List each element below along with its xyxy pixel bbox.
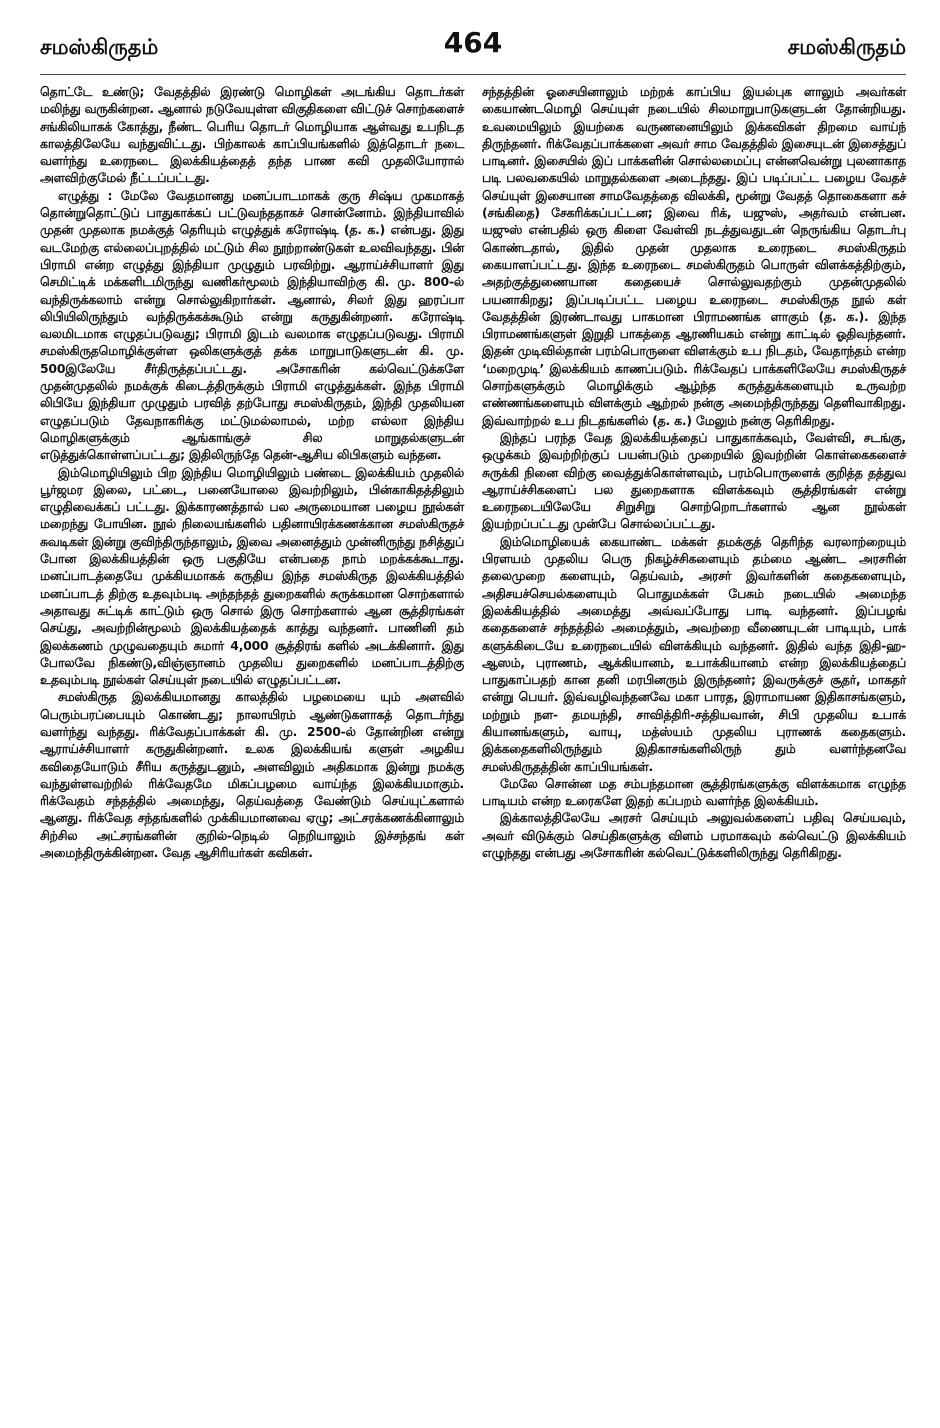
page-number: 464 xyxy=(443,26,503,59)
paragraph: எழுத்து : மேலே வேதமானது மனப்பாடமாகக் குரு சிஷ்ய முகமாகத் தொன்றுதொட்டுப் பாதுகாக்கப் பட்டுவந்ததாகச் சொன்னோம். இந்தியாவில் முதன் முதலாக நமக்குத் தெரியும் எழுத்துக் கரோஷ்டி (த. க.) என்பது. இது வடமேற்கு எல்லைப்புறத்தில் மட்டும் சில நூற்றாண்டுகள் உலவிவந்தது. பின் பிராமி என்ற எழுத்து இந்தியா முழுதும் பரவிற்று. ஆராய்ச்சியாளர் இது செமிட்டிக் மக்களிடமிருந்து வணிகர்மூலம் இந்தியாவிற்கு கி. மு. 800-ல் வந்திருக்கலாம் என்று சொல்லுகிறார்கள். ஆனால், சிலர் இது ஹரப்பா லிபியிலிருந்தும் வந்திருக்கக்கூடும் என்று கருதுகின்றனர். கரோஷ்டி வலமிடமாக எழுதப்படுவது; பிராமி இடம் வலமாக எழுதப்படுவது. பிராமி சமஸ்கிருதமொழிக்குள்ள ஒலிகளுக்குத் தக்க மாறுபாடுகளுடன் கி. மு. 500இலேயே சீர்திருத்தப்பட்டது. அசோகரின் கல்வெட்டுக்களே முதன்முதலில் நமக்குக் கிடைத்திருக்கும் பிராமி எழுத்துக்கள். இந்த பிராமி லிபியே இந்தியா முழுதும் பரவித் தற்போது சமஸ்கிருதம், இந்தி முதலியன எழுதப்படும் தேவநாகரிக்கு மட்டுமல்லாமல், மற்ற எல்லா இந்திய மொழிகளுக்கும் ஆங்காங்குச் சில மாறுதல்களுடன் எடுத்துக்கொள்ளப்பட்டது; இதிலிருந்தே தென்-ஆசிய லிபிகளும் வந்தன. xyxy=(40,187,464,463)
left-column xyxy=(40,83,464,861)
running-head-right: சமஸ்கிருதம் xyxy=(787,35,906,59)
paragraph: இம்மொழியைக் கையாண்ட மக்கள் தமக்குத் தெரிந்த வரலாற்றையும் பிரளயம் முதலிய பெரு நிகழ்ச்சிகளையும் தம்மை ஆண்ட அரசரின் தலைமுறை களையும், தெய்வம், அரசர் இவர்களின் கதைகளையும், அதிசயச்செயல்களையும் பொதுமக்கள் பேசும் நடையில் அமைந்த இலக்கியத்தில் அமைத்து அவ்வப்போது பாடி வந்தனர். இப்பழங் கதைகளைச் சந்தத்தில் அமைத்தும், அவற்றை வீணையுடன் பாடியும், பாக் களுக்கிடையே உரைநடையில் விளக்கியும் வந்தனர். இதில் வந்த இதி-ஹ-ஆஸம், புராணம், ஆக்கியானம், உபாக்கியானம் என்ற இலக்கியத்தைப் பாதுகாப்பதற் கான தனி மரபினரும் இருந்தனர்; இவருக்குச் சூதர், மாகதர் என்று பெயர். இவ்வழிவந்தனவே மகா பாரத, இராமாயண இதிகாசங்களும், மற்றும் நள- தமயந்தி, சாவித்திரி-சத்தியவான், சிபி முதலிய உபாக் கியானங்களும், வாயு, மத்ஸ்யம் முதலிய புராணக் கதைகளும். இக்கதைகளிலிருந்தும் இதிகாசங்களிலிருந் தும் வளர்ந்தனவே சமஸ்கிருதத்தின் காப்பியங்கள். xyxy=(482,533,906,774)
page-header xyxy=(40,26,906,75)
paragraph: மேலே சொன்ன மத சம்பந்தமான சூத்திரங்களுக்கு விளக்கமாக எழுந்த பாடியம் என்ற உரைகளே இதற் கப்பறம் வளர்ந்த இலக்கியம். xyxy=(482,775,906,809)
text-columns xyxy=(40,83,906,861)
paragraph: இந்தப் பரந்த வேத இலக்கியத்தைப் பாதுகாக்கவும், வேள்வி, சடங்கு, ஒழுக்கம் இவற்றிற்குப் பயன்படும் முறையில் இவற்றின் கொள்கைகளைச் சுருக்கி நினை விற்கு வைத்துக்கொள்ளவும், பரம்பொருளைக் குறித்த தத்துவ ஆராய்ச்சிகளைப் பல துறைகளாக விளக்கவும் சூத்திரங்கள் என்று உரைநடையிலேயே சிறுசிறு சொற்றொடர்களால் ஆன நூல்கள் இயற்றப்பட்டது முன்பே சொல்லப்பட்டது. xyxy=(482,429,906,532)
paragraph: தொட்டே உண்டு; வேதத்தில் இரண்டு மொழிகள் அடங்கிய தொடர்கள் மலிந்து வருகின்றன. ஆனால் நடுவேயுள்ள விகுதிகளை விட்டுச் சொற்களைச் சங்கிலியாகக் கோத்து, நீண்ட பெரிய தொடர் மொழியாக ஆள்வது உபநிடத காலத்திலேயே வந்துவிட்டது. பிற்காலக் காப்பியங்களில் இத்தொடர் நடை வளர்ந்து உரைநடை இலக்கியத்தைத் தந்த பாண கவி முதலியோரால் அளவிற்குமேல் நீட்டப்பட்டது. xyxy=(40,84,464,186)
running-head-left: சமஸ்கிருதம் xyxy=(40,35,159,59)
paragraph: இக்காலத்திலேயே அரசர் செய்யும் அலுவல்களைப் பதிவு செய்யவும், அவர் விடுக்கும் செய்திகளுக்கு விளம் பரமாகவும் கல்வெட்டு இலக்கியம் எழுந்தது என்பது அசோகரின் கல்வெட்டுக்களிலிருந்து தெரிகிறது. xyxy=(482,810,906,861)
paragraph: இம்மொழியிலும் பிற இந்திய மொழியிலும் பண்டை இலக்கியம் முதலில் பூர்ஜமர இலை, பட்டை, பனையோலை இவற்றிலும், பின்காகிதத்திலும் எழுதிவைக்கப் பட்டது. இக்காரணத்தால் பல அருமையான பழைய நூல்கள் மறைந்து போயின. நூல் நிலையங்களில் பதினாயிரக்கணக்கான சமஸ்கிருதச் சுவடிகள் இன்று குவிந்திருந்தாலும், இவை அனைத்தும் முன்னிருந்து நசித்துப் போன இலக்கியத்தின் ஒரு பகுதியே என்பதை நாம் மறக்கக்கூடாது. மனப்பாடத்தையே முக்கியமாகக் கருதிய இந்த சமஸ்கிருத இலக்கியத்தில் மனப்பாடத் திற்கு உதவும்படி அந்தந்தத் துறைகளில் சுருக்கமான சொற்களால் அதாவது சுட்டிக் காட்டும் ஒரு சொல் இரு சொற்களால் ஆன சூத்திரங்கள் செய்து, அவற்றின்மூலம் இலக்கியத்தைக் காத்து வந்தனர். பாணினி தம் இலக்கணம் முழுவதையும் சுமார் 4,000 சூத்திரங் களில் அடக்கினார். இது போலவே நிகண்டு,விஞ்ஞானம் முதலிய துறைகளில் மனப்பாடத்திற்கு உதவும்படி நூல்கள் செய்யுள் நடையில் எழுதப்பட்டன. xyxy=(40,464,464,688)
paragraph: சமஸ்கிருத இலக்கியமானது காலத்தில் பழமையை யும் அளவில் பெரும்பரப்பையும் கொண்டது; நாலாயிரம் ஆண்டுகளாகத் தொடர்ந்து வளர்ந்து வந்தது. ரிக்வேதப்பாக்கள் கி. மு. 2500-ல் தோன்றின என்று ஆராய்ச்சியாளர் கருதுகின்றனர். உலக இலக்கியங் களுள் அழகிய கவிதையோடும் சீரிய கருத்துடனும், அளவிலும் அதிகமாக இன்று நமக்கு வந்துள்ளவற்றில் ரிக்வேதமே மிகப்பழமை வாய்ந்த இலக்கியமாகும். ரிக்வேதம் சந்தத்தில் அமைந்து, தெய்வத்தை வேண்டும் செய்யுட்களால் ஆனது. ரிக்வேத சந்தங்களில் முக்கியமானவை ஏழு; அட்சரக்கணக்கினாலும் சிற்சில அட்சரங்களின் குறில்-நெடில் நெறியாலும் இச்சந்தங் கள் அமைந்திருக்கின்றன. வேத ஆசிரியர்கள் கவிகள். xyxy=(40,689,464,861)
right-column xyxy=(482,83,906,861)
paragraph: சந்தத்தின் ஓசையினாலும் மற்றக் காப்பிய இயல்புக ளாலும் அவர்கள் கையாண்டமொழி செய்யுள் நடையில் சிலமாறுபாடுகளுடன் தோன்றியது. உவமையிலும் இயற்கை வருணனையிலும் இக்கவிகள் திறமை வாய்ந் திருந்தனர். ரிக்வேதப்பாக்களை அவர் சாம வேதத்தில் இசையுடன் இசைத்துப் பாடினர். இசையில் இப் பாக்களின் சொல்லமைப்பு என்னவென்று புலனாகாத படி பலவகையில் மாறுதல்களை அடைந்தது. இப் படிப்பட்ட பழைய வேதச் செய்யுள் இசையான சாமவேதத்தை விலக்கி, மூன்று வேதத் தொகைகளா கச் (சங்கிதை) சேகரிக்கப்பட்டன; இவை ரிக், யஜுஸ், அதர்வம் என்பன. யஜுஸ் என்பதில் ஒரு கிளை வேள்வி நடத்துவதுடன் நெருங்கிய தொடர்பு கொண்டதால், இதில் முதன் முதலாக உரைநடை சமஸ்கிருதம் கையாளப்பட்டது. இந்த உரைநடை சமஸ்கிருதம் பொருள் விளக்கத்திற்கும், அதற்குத்துணையான கதையைச் சொல்லுவதற்கும் முதன்முதலில் பயனாகிறது; இப்படிப்பட்ட பழைய உரைநடை சமஸ்கிருத நூல் கள் வேதத்தின் இரண்டாவது பாகமான பிராமணங்க ளாகும் (த. க.). இந்த பிராமணங்களுள் இறுதி பாகத்தை ஆரணியகம் என்று காட்டில் ஓதிவந்தனர். இதன் முடிவில்தான் பரம்பொருளை விளக்கும் உப நிடதம், வேதாந்தம் என்ற ‘மறைமுடி’ இலக்கியம் காணப்படும். ரிக்வேதப் பாக்களிலேயே சமஸ்கிருதச் சொற்களுக்கும் மொழிக்கும் ஆழ்ந்த கருத்துக்களையும் உருவற்ற எண்ணங்களையும் விளக்கும் ஆற்றல் நன்கு அமைந்திருந்தது தெளிவாகிறது. இவ்வாற்றல் உப நிடதங்களில் (த. க.) மேலும் நன்கு தெரிகிறது. xyxy=(482,84,906,428)
